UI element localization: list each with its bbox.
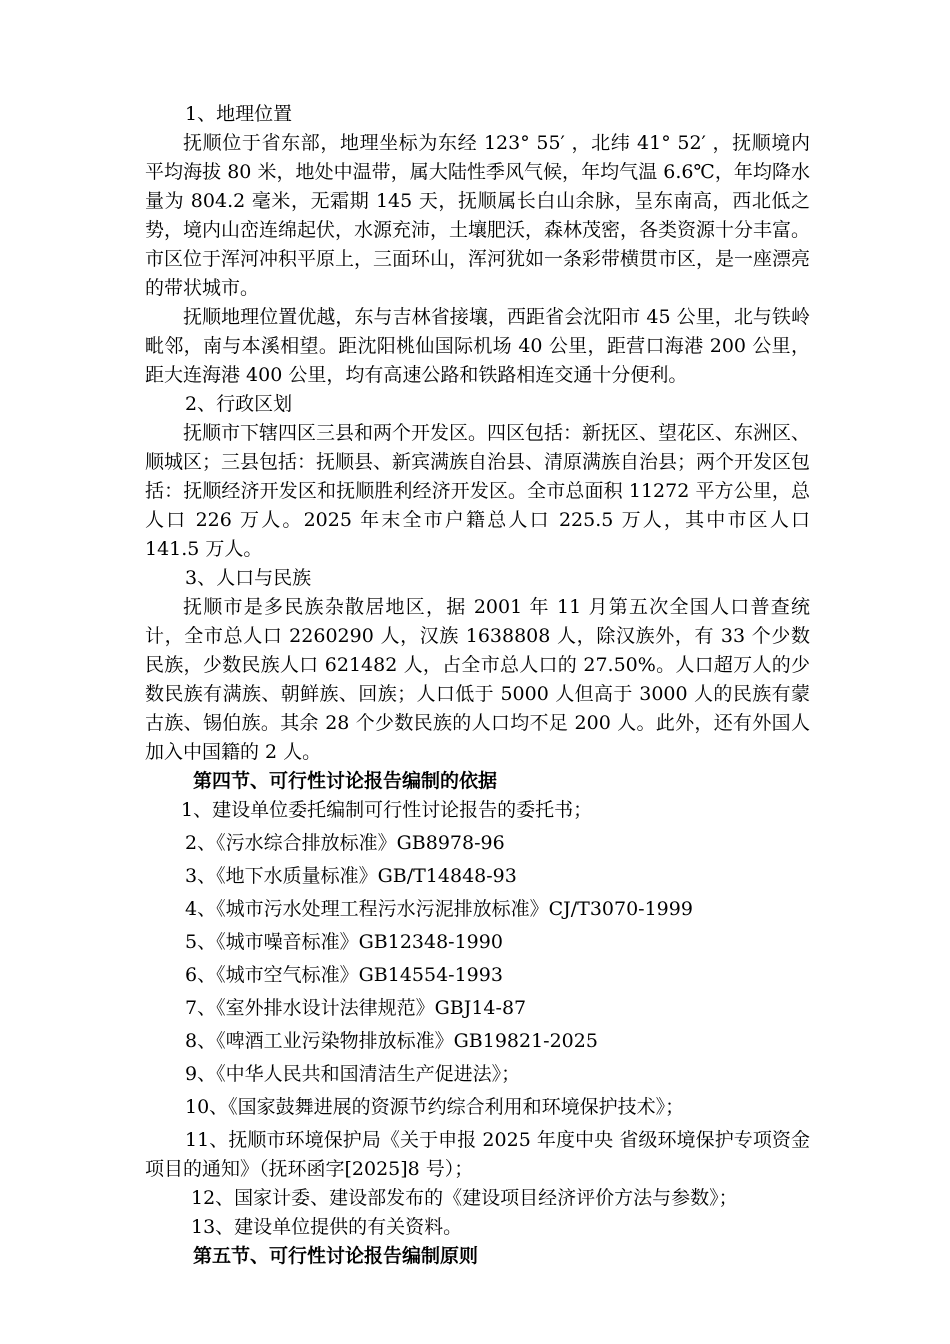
paragraph-geography-1: 抚顺位于省东部，地理坐标为东经 123° 55′ ，北纬 41° 52′ ，抚顺境内平均海拔 80 米，地处中温带，属大陆性季风气候，年均气温 6.6℃，年均降水量为 804.2 毫米，无霜期 145 天，抚顺属长白山余脉，呈东南高，西北低之势，境内山峦连绵起伏，水源充沛，土壤肥沃，森林茂密，各类资源十分丰富。市区位于浑河冲积平原上，三面环山，浑河犹如一条彩带横贯市区，是一座漂亮的带状城市。	[145, 132, 811, 299]
list-item: 2、《污水综合排放标准》GB8978-96	[185, 832, 505, 854]
paragraph-population: 抚顺市是多民族杂散居地区，据 2001 年 11 月第五次全国人口普查统计，全市总人口 2260290 人，汉族 1638808 人，除汉族外，有 33 个少数民族，少数民族人口 621482 人，占全市总人口的 27.50%。人口超万人的少数民族有满族、朝鲜族、回族；人口低于 5000 人但高于 3000 人的民族有蒙古族、锡伯族。其余 28 个少数民族的人口均不足 200 人。此外，还有外国人加入中国籍的 2 人。	[145, 596, 810, 763]
list-item: 7、《室外排水设计法律规范》GBJ14-87	[185, 997, 527, 1019]
list-item: 4、《城市污水处理工程污水污泥排放标准》CJ/T3070-1999	[185, 898, 693, 920]
list-item: 8、《啤酒工业污染物排放标准》GB19821-2025	[185, 1030, 598, 1052]
heading-administration: 2、行政区划	[185, 393, 293, 415]
list-item: 5、《城市噪音标准》GB12348-1990	[185, 931, 503, 953]
list-item: 12、国家计委、建设部发布的《建设项目经济评价方法与参数》；	[191, 1187, 738, 1209]
list-item: 3、《地下水质量标准》GB/T14848-93	[185, 865, 517, 887]
basis-list	[145, 796, 810, 1242]
list-item: 6、《城市空气标准》GB14554-1993	[185, 964, 503, 986]
list-item: 10、《国家鼓舞进展的资源节约综合利用和环境保护技术》；	[185, 1096, 685, 1118]
heading-geography: 1、地理位置	[185, 103, 293, 125]
section-4-title: 第四节、可行性讨论报告编制的依据	[193, 770, 498, 792]
document-body	[145, 100, 810, 1271]
paragraph-geography-2: 抚顺地理位置优越，东与吉林省接壤，西距省会沈阳市 45 公里，北与铁岭毗邻，南与本溪相望。距沈阳桃仙国际机场 40 公里，距营口海港 200 公里，距大连海港 400 公里，均有高速公路和铁路相连交通十分便利。	[145, 306, 810, 386]
list-item: 13、建设单位提供的有关资料。	[191, 1216, 463, 1238]
section-5-title: 第五节、可行性讨论报告编制原则	[193, 1245, 479, 1267]
heading-population: 3、人口与民族	[185, 567, 312, 589]
paragraph-administration: 抚顺市下辖四区三县和两个开发区。四区包括：新抚区、望花区、东洲区、顺城区；三县包括：抚顺县、新宾满族自治县、清原满族自治县；两个开发区包括：抚顺经济开发区和抚顺胜利经济开发区。全市总面积 11272 平方公里，总人口 226 万人。2025 年末全市户籍总人口 225.5 万人，其中市区人口 141.5 万人。	[145, 422, 811, 560]
list-item: 9、《中华人民共和国清洁生产促进法》；	[185, 1063, 521, 1085]
list-item: 1、建设单位委托编制可行性讨论报告的委托书；	[181, 799, 593, 821]
list-item: 11、抚顺市环境保护局《关于申报 2025 年度中央 省级环境保护专项资金项目的通知》（抚环函字[2025]8 号）；	[145, 1129, 810, 1180]
